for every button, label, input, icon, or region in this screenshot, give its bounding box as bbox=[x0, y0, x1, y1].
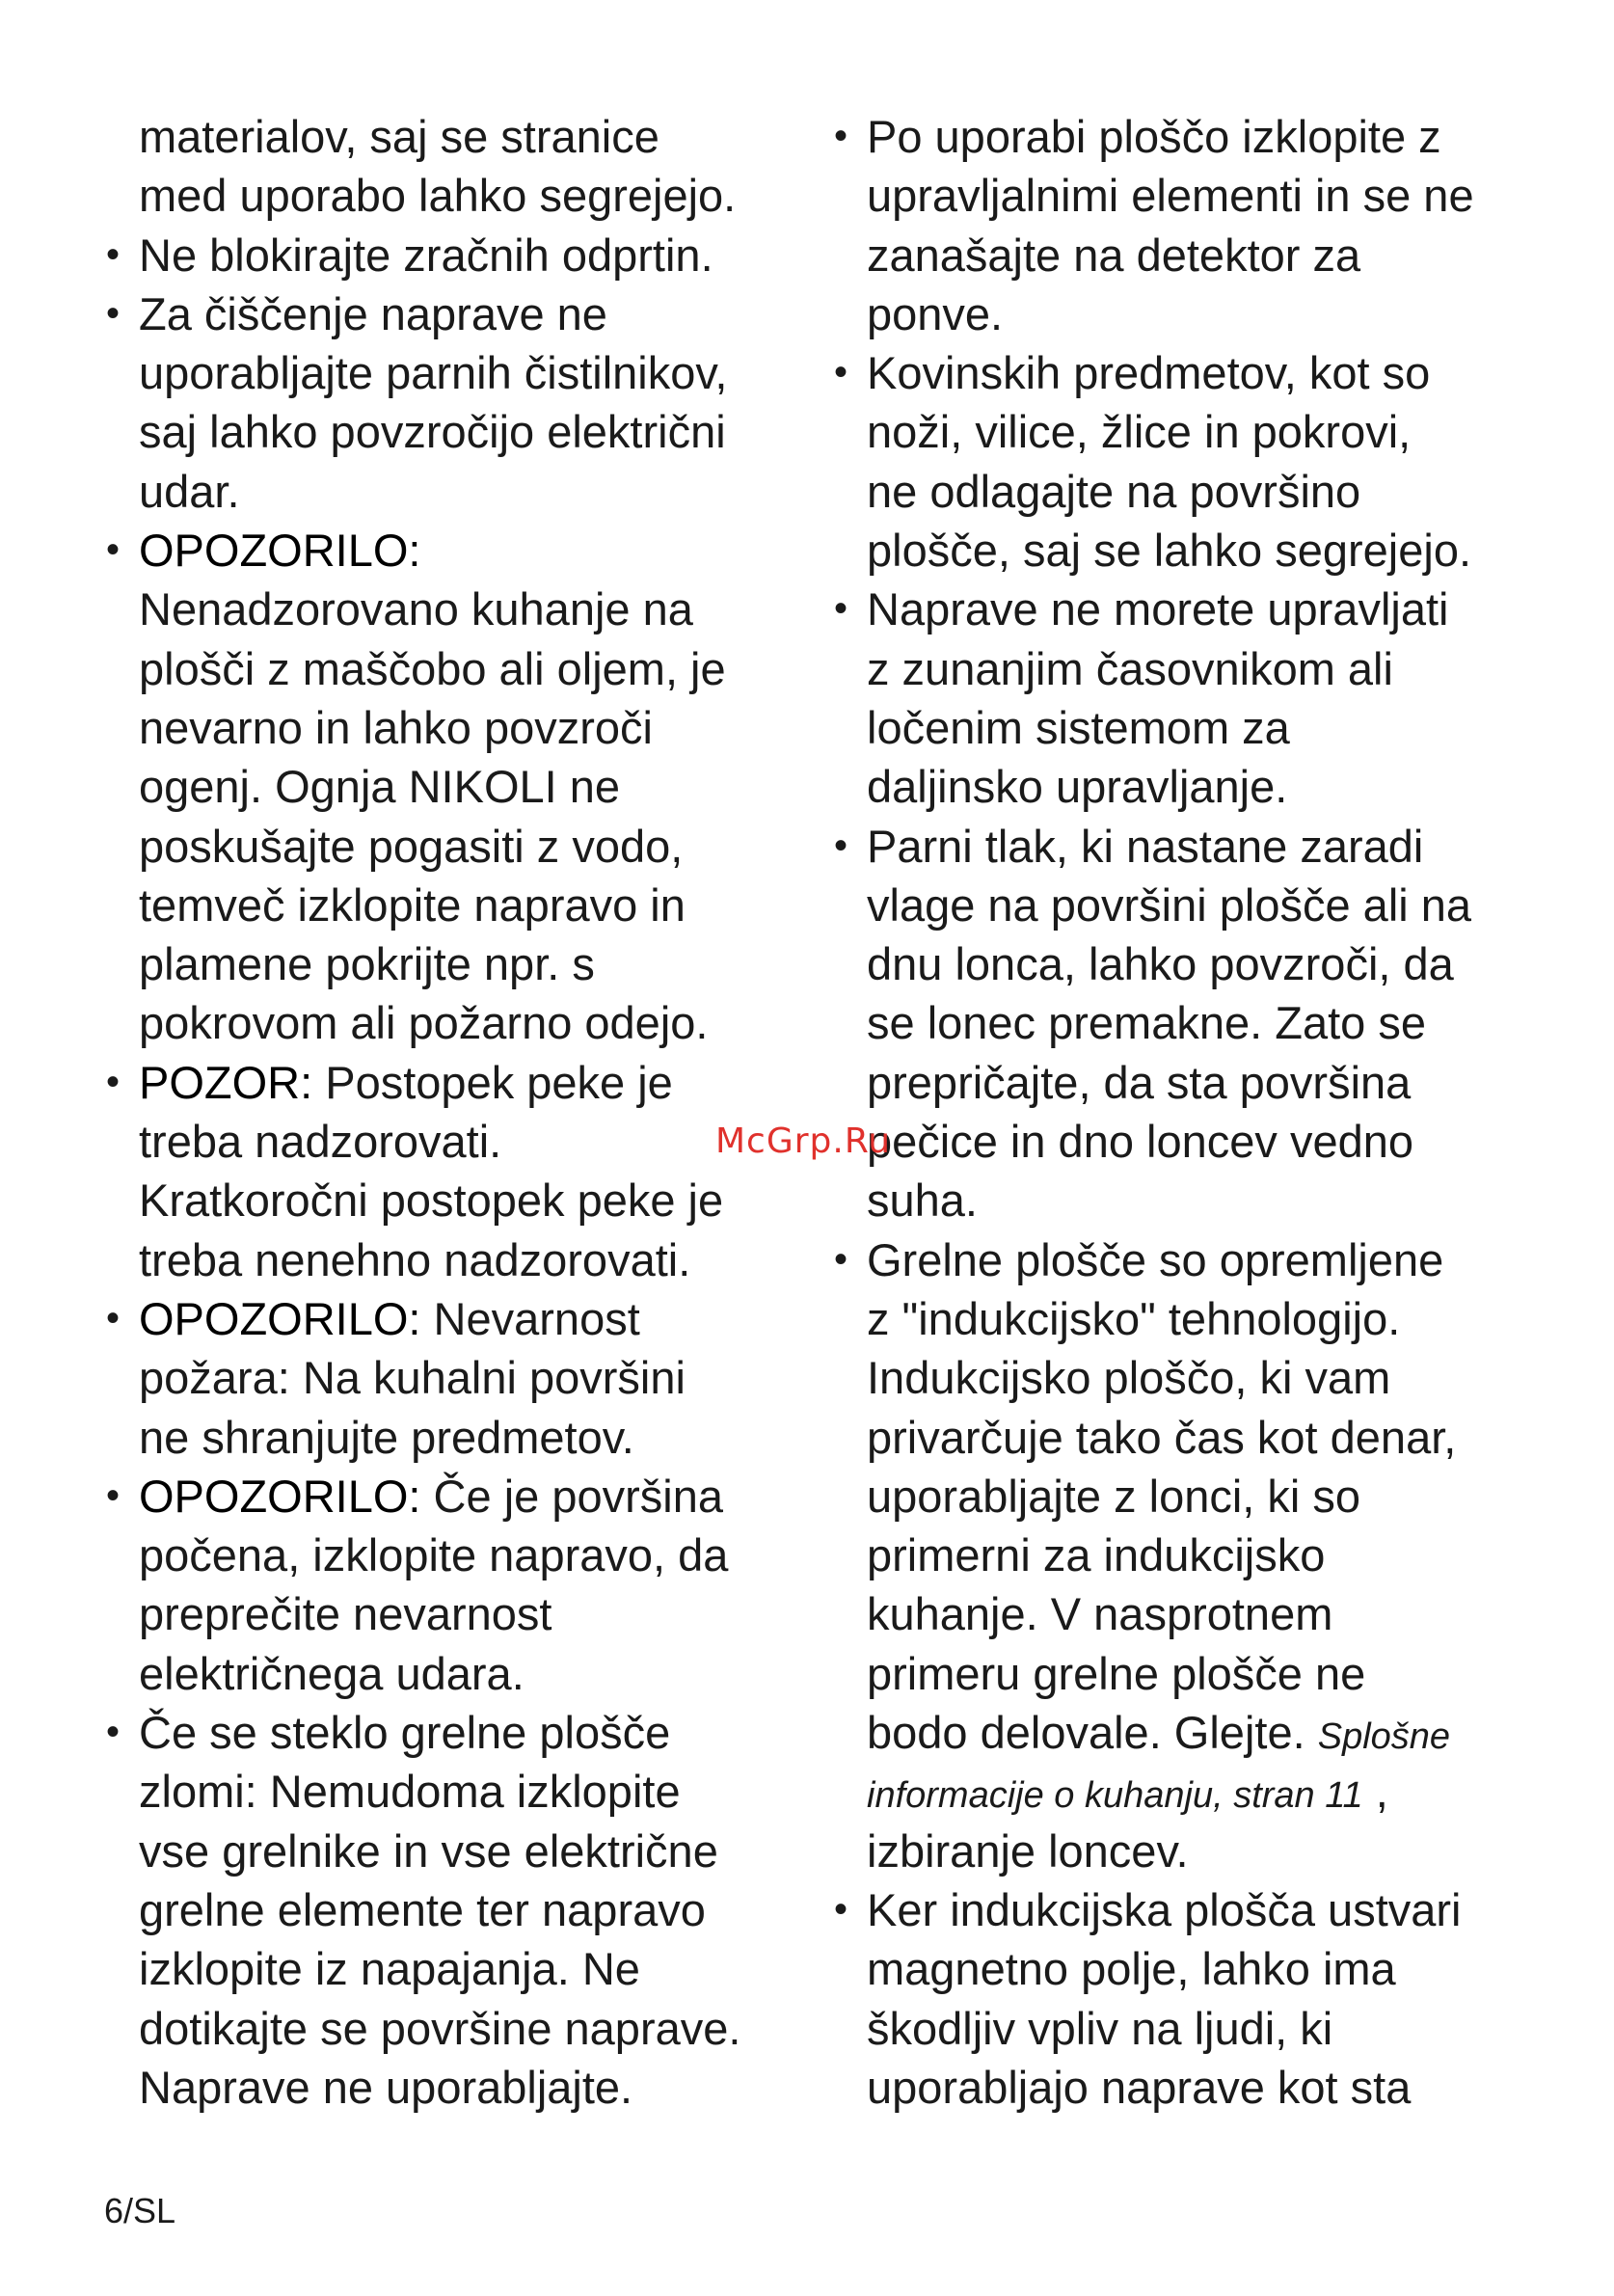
text-line: informacije o kuhanju, stran 11 , bbox=[867, 1766, 1388, 1818]
text-line: vse grelnike in vse električne bbox=[139, 1824, 718, 1877]
text-line: se lonec premakne. Zato se bbox=[867, 997, 1426, 1049]
text-line: preprečite nevarnost bbox=[139, 1588, 552, 1640]
text-line: požara: Na kuhalni površini bbox=[139, 1352, 686, 1404]
text-line: ne odlagajte na površino bbox=[867, 465, 1361, 517]
list-item: • Ne blokirajte zračnih odprtin. bbox=[139, 226, 814, 284]
caution-label: POZOR: bbox=[139, 1056, 313, 1108]
text-line: upravljalnimi elementi in se ne bbox=[867, 170, 1474, 222]
cross-reference-link[interactable]: informacije o kuhanju, stran 11 bbox=[867, 1775, 1363, 1817]
text-line: pokrovom ali požarno odejo. bbox=[139, 997, 709, 1049]
bullet-icon: • bbox=[834, 1237, 848, 1281]
bullet-icon: • bbox=[106, 1473, 121, 1517]
text-line: bodo delovale. Glejte. Splošne bbox=[867, 1707, 1451, 1759]
text-line: izbiranje loncev. bbox=[867, 1824, 1189, 1877]
text-line: prepričajte, da sta površina bbox=[867, 1056, 1412, 1108]
text-line: zlomi: Nemudoma izklopite bbox=[139, 1766, 681, 1818]
text-line: udar. bbox=[139, 465, 240, 517]
bullet-icon: • bbox=[106, 232, 121, 276]
text-line: ogenj. Ognja NIKOLI ne bbox=[139, 761, 621, 813]
warning-label: OPOZORILO: bbox=[139, 1470, 421, 1522]
list-item: • POZOR: Postopek peke je bbox=[139, 1053, 814, 1112]
text-line: uporabljajte z lonci, ki so bbox=[867, 1470, 1361, 1522]
text-line: plamene pokrijte npr. s bbox=[139, 938, 595, 990]
text-line: počena, izklopite napravo, da bbox=[139, 1529, 729, 1581]
bullet-icon: • bbox=[106, 1060, 121, 1103]
warning-label: OPOZORILO: bbox=[139, 1292, 421, 1344]
list-item: • Za čiščenje naprave ne bbox=[139, 284, 814, 343]
page-number: 6/SL bbox=[104, 2191, 176, 2230]
bullet-icon: • bbox=[106, 528, 121, 572]
text-line: pečice in dno loncev vedno bbox=[867, 1116, 1414, 1168]
bullet-icon: • bbox=[834, 824, 848, 867]
list-item bbox=[106, 521, 814, 580]
list-item: • Grelne plošče so opremljene bbox=[867, 1230, 1561, 1289]
bullet-icon: • bbox=[834, 115, 848, 157]
bullet-icon: • bbox=[834, 587, 848, 631]
watermark: McGrp.Ru bbox=[715, 1121, 892, 1161]
text-line: Kratkoročni postopek peke je bbox=[139, 1175, 724, 1227]
right-text-column bbox=[834, 107, 1561, 2117]
text-line: škodljiv vpliv na ljudi, ki bbox=[867, 2002, 1333, 2054]
text-line: materialov, saj se stranice bbox=[139, 111, 659, 162]
list-item: • Če se steklo grelne plošče bbox=[139, 1703, 814, 1762]
text-line: kuhanje. V nasprotnem bbox=[867, 1588, 1333, 1640]
text-line: uporabljajte parnih čistilnikov, bbox=[139, 347, 728, 399]
text-line: magnetno polje, lahko ima bbox=[867, 1943, 1396, 1995]
text-line: dotikajte se površine naprave. bbox=[139, 2002, 741, 2054]
text-line: dnu lonca, lahko povzroči, da bbox=[867, 938, 1454, 990]
text-line: daljinsko upravljanje. bbox=[867, 761, 1288, 813]
text-line: uporabljajo naprave kot sta bbox=[867, 2061, 1412, 2113]
list-item: • Kovinskih predmetov, kot so bbox=[867, 343, 1561, 402]
list-item: • Parni tlak, ki nastane zaradi bbox=[867, 817, 1561, 876]
bullet-icon: • bbox=[106, 1296, 121, 1339]
text-line: noži, vilice, žlice in pokrovi, bbox=[867, 406, 1412, 458]
text-line: z "indukcijsko" tehnologijo. bbox=[867, 1292, 1401, 1344]
left-text-column bbox=[106, 107, 814, 2117]
text-line: nevarno in lahko povzroči bbox=[139, 701, 653, 753]
text-line: poskušajte pogasiti z vodo, bbox=[139, 820, 684, 872]
text-line: primerni za indukcijsko bbox=[867, 1529, 1326, 1581]
text-line: treba nenehno nadzorovati. bbox=[139, 1233, 691, 1285]
list-item: • OPOZORILO: Nevarnost bbox=[139, 1289, 814, 1348]
text-line: med uporabo lahko segrejejo. bbox=[139, 170, 737, 222]
text-line: Indukcijsko ploščo, ki vam bbox=[867, 1352, 1391, 1404]
list-item: • Ker indukcijska plošča ustvari bbox=[867, 1880, 1561, 1939]
text-line: primeru grelne plošče ne bbox=[867, 1647, 1366, 1699]
text-line: z zunanjim časovnikom ali bbox=[867, 642, 1393, 694]
text-line: plošče, saj se lahko segrejejo. bbox=[867, 525, 1472, 577]
bullet-icon: • bbox=[106, 291, 121, 335]
bullet-icon: • bbox=[834, 351, 848, 394]
list-item: • Po uporabi ploščo izklopite z bbox=[867, 107, 1561, 166]
text-line: vlage na površini plošče ali na bbox=[867, 878, 1472, 931]
text-line: Naprave ne uporabljajte. bbox=[139, 2061, 633, 2113]
text-line: zanašajte na detektor za bbox=[867, 229, 1361, 281]
bullet-icon: • bbox=[834, 1887, 848, 1931]
text-line: izklopite iz napajanja. Ne bbox=[139, 1943, 640, 1995]
bullet-icon: • bbox=[106, 1711, 121, 1754]
text-line: privarčuje tako čas kot denar, bbox=[867, 1411, 1457, 1463]
text-line: električnega udara. bbox=[139, 1647, 525, 1699]
text-line: ne shranjujte predmetov. bbox=[139, 1411, 634, 1463]
text-line: treba nadzorovati. bbox=[139, 1116, 502, 1168]
text-line: Nenadzorovano kuhanje na bbox=[139, 583, 693, 635]
text-line: ponve. bbox=[867, 287, 1004, 339]
text-line: temveč izklopite napravo in bbox=[139, 878, 686, 931]
list-item: • OPOZORILO: Če je površina bbox=[139, 1467, 814, 1526]
cross-reference-link[interactable]: Splošne bbox=[1317, 1716, 1451, 1758]
text-line: grelne elemente ter napravo bbox=[139, 1883, 706, 1935]
text-line: saj lahko povzročijo električni bbox=[139, 406, 726, 458]
text-line: suha. bbox=[867, 1175, 978, 1227]
text-line: ločenim sistemom za bbox=[867, 701, 1290, 753]
warning-label: OPOZORILO: bbox=[139, 525, 421, 577]
list-item: • Naprave ne morete upravljati bbox=[867, 580, 1561, 638]
text-line: plošči z maščobo ali oljem, je bbox=[139, 642, 726, 694]
